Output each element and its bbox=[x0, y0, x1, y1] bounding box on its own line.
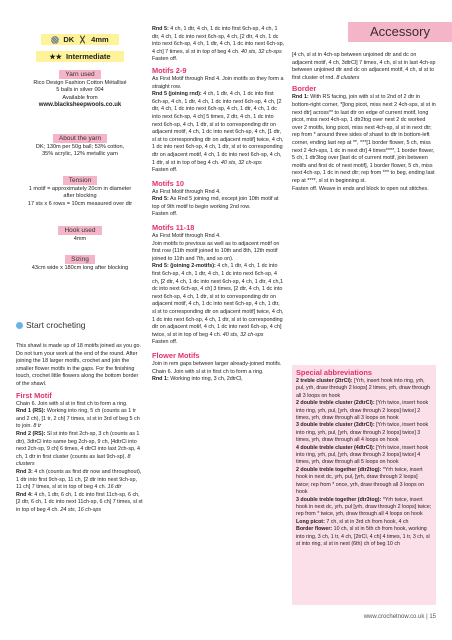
rnd-count: 8 tr bbox=[31, 423, 42, 430]
abbreviation-label: 3 double treble together (dtr3tog): bbox=[296, 496, 382, 503]
rnd-text: 4 ch (counts as first dtr now and throughout), 1 dtr into first 9ch-sp, 11 ch, [2 dtr into next 9ch-sp, 11 ch] 7 times, sl st in top of beg 4 ch. bbox=[16, 468, 142, 491]
rnd-label: Rnd 5: (joining 2-motifs): bbox=[152, 263, 216, 270]
abbreviations-list bbox=[292, 378, 436, 548]
start-heading-text: Start crocheting bbox=[26, 320, 86, 330]
hook-used-value: 4mm bbox=[73, 236, 87, 242]
yarn-weight: DK bbox=[63, 35, 75, 44]
badges bbox=[16, 34, 144, 62]
motifs-11-18-rnd5 bbox=[152, 263, 285, 339]
rnd-text: With RS facing, join with sl st to 2nd of 2 dtr in bottom-right corner, *[long picot, miss next 2 4ch-sps, sl st in next dtr] across** to last dtr on edge of current motif, long picot, miss next 4ch-sp, 1 dtr2tog over next 2 dc worked over 2 motifs, long picot, miss next 4ch-sp, sl st in next dtr; rep from * around three sides of shawl to dtr in bottom-left corner, ending last rep at **, ***[1 border flower, 5 ch, miss next 2 4ch-sps, 1 dc in next dtr] 4 times****, 1 border flower, 5 ch, 1 dtr3tog over [last dc of current motif, join between motifs and first dc of next motif], 1 border flower, 5 ch, miss next 4ch-sp, 1 dc in next dtr; rep from *** to beg, ending last rep at ****, sl st in beginning st. bbox=[292, 94, 436, 184]
abbreviation-item bbox=[296, 526, 432, 548]
first-motif-rnd4 bbox=[16, 492, 144, 515]
rnd-text: 4 ch, 1 dtr, 4 ch, 1 dc into first 6ch-sp, 4 ch, 1 dtr, 4 ch, 1 dc into next 6ch-sp, 4 ch, [2 dtr, 4 ch, 1 dc into next 6ch-sp, 4 ch, 1 dtr, 4 ch, 1 dc into next 6ch-sp, 4 ch] 5 times, 2 dtr, 4 ch, 1 dc into next 6ch-sp, 4 ch, 1 dtr, sl st to corresponding dtr on adjacent motif, 4 ch, 1 dc into next 6ch-sp, 4 ch, [1 dtr, sl st to corresponding dtr on adjacent motif] twice, 4 ch, 1 dc into next 6ch-sp, 4 ch, 1 dtr, sl st to corresponding dtr on adjacent motif, 4 ch, 1 dc into next 6ch-sp, 4 ch, 1 dtr, sl st in top of beg 4 ch. bbox=[152, 91, 284, 166]
abbreviation-label: 2 treble cluster (2trCl): bbox=[296, 378, 353, 384]
rnd-text: 4 ch, 1 dtr, 4 ch, 1 dc into first 6ch-sp, 4 ch, 1 dtr, 4 ch, 1 dc into next 6ch-sp, 4 ch, [2 dtr, 4 ch, 1 dc into next 6ch-sp, 4 ch, 1 dtr, 4 ch,1 dc into next 6ch-sp, 4 ch] 3 times, [2 dtr, 4 ch, 1 dc into next 6ch-sp, 4 ch, 1 dtr, sl st to corresponding dtr on adjacent motif, 4 ch, 1 dc into next 6ch-sp, 4 ch, 1 dtr, sl st to corresponding dtr on adjacent motif] twice, 4 ch, 1 dc into next 6ch-sp, 4 ch, 1 dtr, sl st to corresponding dtr on adjacent motif, 4 ch, 1 dc into next 6ch-sp, 4 ch] twice, sl st in top of beg 4 ch. bbox=[152, 263, 284, 338]
rnd-text: Working into ring, 5 ch (counts as 1 tr and 2 ch), [1 tr, 2 ch] 7 times, sl st in 3rd of beg 5 ch to join. bbox=[16, 408, 140, 430]
motif-10-heading: Motifs 10 bbox=[152, 178, 185, 188]
weight-needle-badge bbox=[41, 34, 119, 45]
about-yarn-block bbox=[16, 134, 144, 159]
yarn-amount: 5 balls in silver 004 bbox=[56, 87, 104, 94]
start-crocheting-heading bbox=[16, 320, 86, 330]
rnd-count: 40 sts, 32 ch-sps bbox=[219, 159, 262, 166]
yarn-name: Rico Design Fashion Cotton Métallisé bbox=[33, 80, 127, 86]
rnd-label: Rnd 2 (RS): bbox=[16, 430, 46, 437]
fasten-off: Fasten off. bbox=[152, 56, 178, 63]
level-label: Intermediate bbox=[65, 52, 111, 61]
tension-block bbox=[16, 176, 144, 208]
first-motif-heading: First Motif bbox=[16, 390, 52, 400]
abbreviation-item bbox=[296, 378, 432, 400]
abbreviation-label: 3 double treble cluster (3dtrCl): bbox=[296, 422, 375, 429]
border-heading: Border bbox=[292, 84, 317, 94]
footer-website-link[interactable]: www.crochetnow.co.uk bbox=[363, 614, 425, 620]
abbreviation-text: [Yrh twice, insert hook into ring, yrh, pul, [yrh, draw through 2 loops] twice] 3 times, yrh, draw through all 4 loops on hook bbox=[296, 422, 429, 444]
fasten-off: Fasten off. bbox=[152, 167, 178, 174]
abbreviation-text: 7 ch, sl st in 3rd ch from hook, 4 ch bbox=[324, 518, 409, 525]
intro-paragraph: This shawl is made up of 18 motifs joined as you go. Do not turn your work at the end of the round. After joining the 18 larger motifs, crochet and join the smaller flower motifs in the gaps. For the finishing touch, crochet little flowers along the bottom border of the shawl. bbox=[16, 343, 141, 387]
rnd-label: Rnd 1: bbox=[292, 94, 309, 101]
fasten-off: Fasten off. bbox=[152, 339, 178, 346]
border-rnd1 bbox=[292, 94, 436, 185]
flower-motifs-cont bbox=[292, 52, 436, 82]
flower-motifs-heading: Flower Motifs bbox=[152, 350, 200, 360]
abbreviation-text: [Yrh twice, insert hook into ring, yrh, pul, [yrh, draw through 2 loops] twice] 2 times, yrh, draw through all 3 loops on hook bbox=[296, 400, 429, 422]
yarn-ball-icon bbox=[51, 36, 59, 44]
column-3-text bbox=[292, 52, 436, 193]
footer-separator: | bbox=[426, 614, 428, 620]
motif-10-rnd5 bbox=[152, 196, 285, 211]
rnd-label: Rnd 4: bbox=[16, 491, 33, 498]
tension-line: 1 motif = approximately 20cm in diameter bbox=[28, 186, 132, 192]
tension-line: 17 sts x 6 rows = 10cm measured over dtr bbox=[27, 200, 133, 207]
sizing-heading: Sizing bbox=[65, 255, 95, 264]
tension-line: after blocking bbox=[63, 193, 97, 200]
rnd-text: As Rnd 5 joining rnd, except join 10th motif at top of 9th motif to begin working 2nd row. bbox=[152, 196, 279, 210]
column-1-text bbox=[16, 343, 144, 514]
hook-used-heading: Hook used bbox=[58, 226, 101, 235]
flower-motifs-intro: Join in rem gaps between larger already-joined motifs. Chain 6. Join with sl st in first ch to form a ring. bbox=[152, 360, 282, 375]
yarn-used-heading: Yarn used bbox=[59, 70, 100, 79]
crochet-hook-icon bbox=[78, 35, 87, 44]
motifs-11-18-intro: As First Motif through Rnd 4. bbox=[152, 233, 221, 240]
first-motif-rnd5 bbox=[152, 26, 285, 56]
first-motif-start: Chain 6. Join with sl st in first ch to form a ring. bbox=[16, 400, 128, 407]
rnd-label: Rnd 1 (RS): bbox=[16, 408, 46, 415]
motifs-2-9-intro: As First Motif through Rnd 4. Join motifs so they form a straight row. bbox=[152, 75, 284, 90]
fasten-off: Fasten off. bbox=[152, 211, 178, 218]
rnd-text: 4 ch, 1 dtr, 4 ch, 1 dc into first 6ch-sp, 4 ch, 1 dtr, 4 ch, 1 dc into next 6ch-sp, 4 ch, [2 dtr, 4 ch, 1 dc into next 6ch-sp, 4 ch, 1 dtr, 4 ch, 1 dc into next 6ch-sp, 4 ch] 7 times, sl st in top of beg 4 ch. bbox=[152, 26, 285, 55]
motifs-2-9-rnd5 bbox=[152, 91, 285, 167]
rnd-label: Rnd 3: bbox=[16, 468, 33, 475]
abbreviation-text: [Yrh twice, insert hook into ring, yrh, pul, [yrh, draw through 2 loops] twice] 4 times, yrh, draw through all 5 loops on hook bbox=[296, 444, 429, 466]
yarn-used-block bbox=[16, 70, 144, 110]
rnd-count: 24 sts, 16 ch-sps bbox=[58, 506, 102, 513]
abbreviation-label: Long picot: bbox=[296, 518, 325, 525]
abbreviation-text: *Yrh twice, insert hook in next dc, yrh, pul, [yrh, draw through 2 loops] twice; rep from * once, yrh, draw through all 3 loops on hook bbox=[296, 466, 425, 496]
about-yarn-line: DK; 130m per 50g ball; 53% cotton, bbox=[35, 144, 125, 150]
rnd-text: 4 ch, 1 dtr, 6 ch, 1 dc into first 11ch-sp, 6 ch, [2 dtr, 6 ch, 1 dc into next 11ch-sp, 6 ch] 7 times, sl st in top of beg 4 ch. bbox=[16, 491, 143, 513]
page-footer bbox=[364, 614, 436, 620]
flower-motifs-rnd1 bbox=[152, 376, 285, 384]
sizing-value: 43cm wide x 180cm long after blocking bbox=[31, 265, 129, 271]
abbreviation-item bbox=[296, 422, 432, 444]
abbreviation-item bbox=[296, 445, 432, 467]
tension-heading: Tension bbox=[63, 176, 97, 185]
rnd-count: 8 clusters bbox=[16, 453, 131, 468]
rnd-text: Sl st into first 2ch-sp, 3 ch (counts as 1 dtr), 3dtrCl into same beg 2ch-sp, 9 ch, [4dtrCl into next 2ch-sp, 9 ch] 6 times, 4 dtrCl into last 2ch-sp, 4 ch, 1 dtr in first cluster (counts as last 9ch-sp). bbox=[16, 430, 141, 460]
abbreviation-item bbox=[296, 519, 432, 526]
hook-used-block bbox=[16, 226, 144, 243]
motifs-11-18-join: Join motifs to previous as well as to adjacent motif on first row (11th motif joined to 10th and 8th, 12th motif joined to 11th and 7th, and so on). bbox=[152, 240, 280, 262]
motif-10-intro: As First Motif through Rnd 4. bbox=[152, 188, 221, 195]
rnd-count: 8 clusters bbox=[334, 74, 360, 81]
abbreviation-text: *Yrh twice, insert hook in next dc, yrh, pul [yrh, draw through 2 loops] twice; rep from * twice, yrh, draw through all 4 loops on hook bbox=[296, 496, 432, 518]
abbreviation-label: 2 double treble together (dtr2tog): bbox=[296, 466, 382, 473]
rnd-count: 40 sts, 32 ch-sps bbox=[239, 48, 282, 55]
page-number: 15 bbox=[429, 614, 436, 620]
about-yarn-heading: About the yarn bbox=[53, 134, 107, 143]
abbreviation-label: Border flower: bbox=[296, 526, 333, 533]
about-yarn-line: 35% acrylic, 12% metallic yarn bbox=[42, 151, 118, 158]
abbreviation-item bbox=[296, 400, 432, 422]
motifs-11-18-heading: Motifs 11-18 bbox=[152, 223, 195, 233]
yarn-availability: Available from bbox=[62, 94, 98, 101]
rnd-text: Working into ring, 3 ch, 2dtrCl, bbox=[168, 376, 243, 383]
first-motif-rnd1 bbox=[16, 408, 144, 431]
rnd-label: Rnd 5: bbox=[152, 26, 169, 32]
sizing-block bbox=[16, 255, 144, 272]
abbreviation-item bbox=[296, 497, 432, 519]
rnd-label: Rnd 5: bbox=[152, 196, 169, 203]
first-motif-rnd3 bbox=[16, 469, 144, 492]
abbreviation-text: [Yrh, insert hook into ring, yrh, pul, yrh, draw through 2 loops] 2 times, yrh, draw through all 3 loops on hook bbox=[296, 378, 430, 399]
abbreviation-text: 10 ch, sl st in 5th ch from hook, working into ring, 3 ch, 1 tr, 4 ch, [2trCl, 4 ch] 4 times, 1 tr, 3 ch, sl st into ring, sl st in next (6th) ch of beg 10 ch bbox=[296, 526, 430, 547]
rnd-count: 16 dtr bbox=[106, 484, 122, 491]
motifs-2-9-heading: Motifs 2-9 bbox=[152, 65, 187, 75]
border-finish: Fasten off. Weave in ends and block to open out stitches. bbox=[292, 185, 429, 192]
hook-size: 4mm bbox=[91, 35, 109, 44]
special-abbreviations-title: Special abbreviations bbox=[296, 368, 372, 377]
bullet-dot-icon bbox=[16, 322, 23, 329]
abbreviation-item bbox=[296, 467, 432, 497]
rnd-text: [4 ch, sl st in 4ch-sp between unjoined dtr and dc on adjacent motif, 4 ch, 3dtrCl] 7 times, 4 ch, sl st in last 4ch-sp between unjoined dtr and dc on adjacent motif, 4 ch, sl st to first cluster of rnd. bbox=[292, 52, 436, 81]
section-tag: Accessory bbox=[348, 22, 452, 42]
abbreviation-label: 4 double treble cluster (4dtrCl): bbox=[296, 444, 375, 451]
level-badge bbox=[36, 51, 124, 62]
star-icon: ★★ bbox=[49, 53, 62, 61]
column-2-text bbox=[152, 26, 285, 384]
rnd-label: Rnd 5 (joining rnd): bbox=[152, 91, 202, 98]
special-abbreviations-panel bbox=[292, 365, 436, 605]
rnd-count: 40 sts, 32 ch-sps bbox=[221, 331, 264, 338]
rnd-label: Rnd 1: bbox=[152, 376, 169, 383]
supplier-link[interactable]: www.blacksheepwools.co.uk bbox=[38, 102, 122, 109]
abbreviation-label: 2 double treble cluster (2dtrCl): bbox=[296, 400, 375, 407]
first-motif-rnd2 bbox=[16, 431, 144, 469]
